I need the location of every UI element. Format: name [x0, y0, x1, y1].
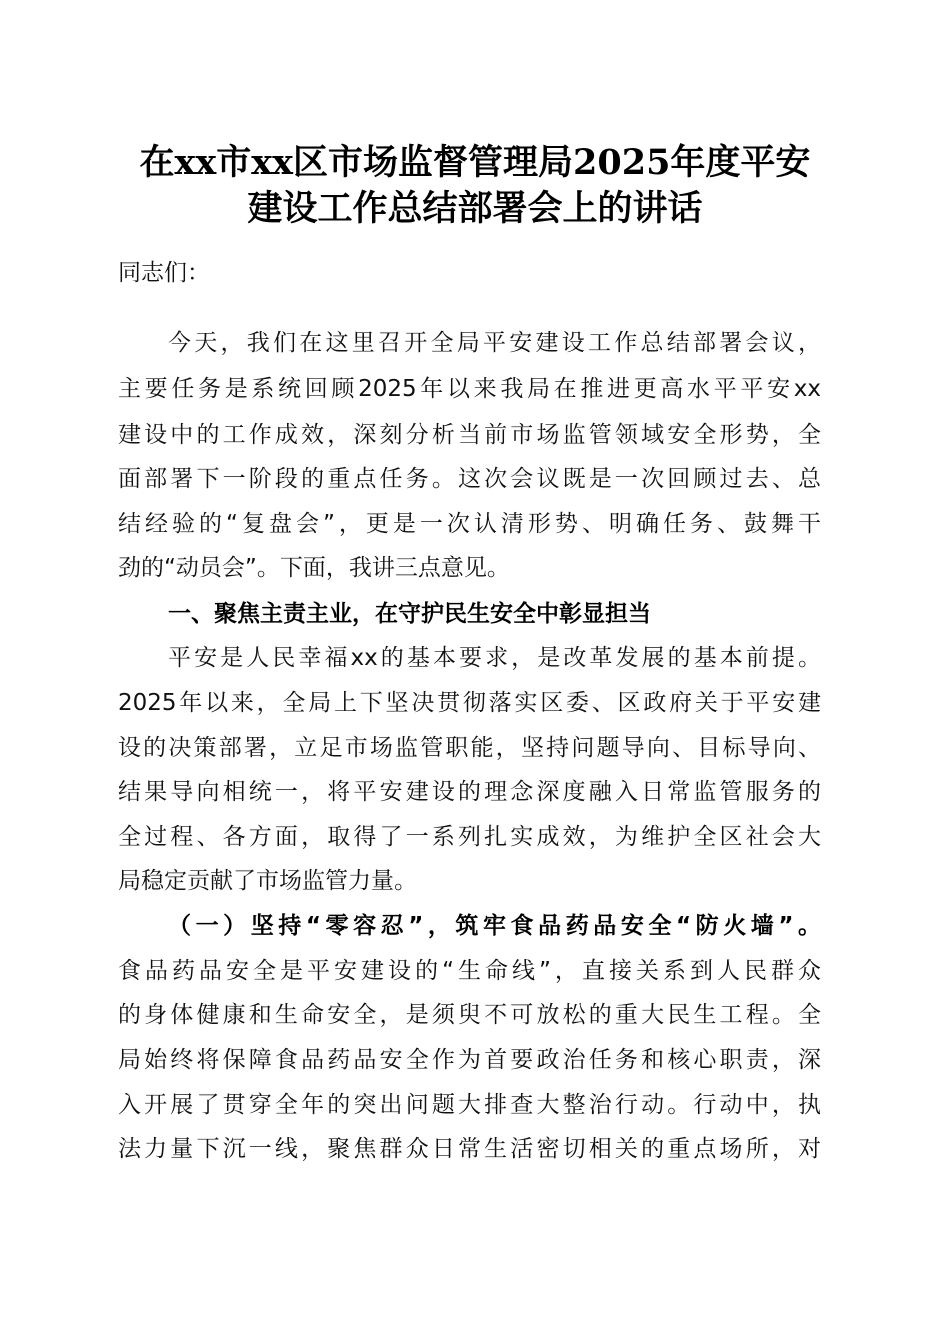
paragraph-line: 食品药品安全是平安建设的“生命线”，直接关系到人民群众 — [118, 958, 821, 984]
paragraph-line: 入开展了贯穿全年的突出问题大排查大整治行动。行动中，执 — [118, 1092, 821, 1118]
paragraph-line: 的身体健康和生命安全，是须臾不可放松的重大民生工程。全 — [118, 1002, 821, 1028]
paragraph-line: 结果导向相统一，将平安建设的理念深度融入日常监管服务的 — [118, 779, 821, 805]
paragraph-line: 结经验的“复盘会”，更是一次认清形势、明确任务、鼓舞干 — [118, 511, 821, 537]
paragraph-line: 主要任务是系统回顾2025年以来我局在推进更高水平平安xx — [118, 376, 821, 402]
document-title-line-1: 在xx市xx区市场监督管理局2025年度平安 — [139, 142, 811, 183]
paragraph-line: 局稳定贡献了市场监管力量。 — [118, 868, 417, 894]
paragraph-line: 2025年以来，全局上下坚决贯彻落实区委、区政府关于平安建 — [118, 690, 821, 716]
paragraph-line: 全过程、各方面，取得了一系列扎实成效，为维护全区社会大 — [118, 824, 821, 850]
paragraph-line: 设的决策部署，立足市场监管职能，坚持问题导向、目标导向、 — [118, 735, 821, 761]
paragraph-line: 建设中的工作成效，深刻分析当前市场监管领域安全形势，全 — [118, 422, 821, 448]
document-title-line-2: 建设工作总结部署会上的讲话 — [247, 188, 703, 229]
paragraph-line: 平安是人民幸福xx的基本要求，是改革发展的基本前提。 — [168, 645, 821, 671]
subsection-heading: （一）坚持“零容忍”，筑牢食品药品安全“防火墙”。 — [168, 913, 821, 939]
section-heading: 一、聚焦主责主业，在守护民生安全中彰显担当 — [168, 601, 651, 627]
paragraph-line: 法力量下沉一线，聚焦群众日常生活密切相关的重点场所，对 — [118, 1136, 821, 1162]
salutation: 同志们： — [118, 260, 210, 286]
paragraph-line: 面部署下一阶段的重点任务。这次会议既是一次回顾过去、总 — [118, 466, 821, 492]
paragraph-line: 局始终将保障食品药品安全作为首要政治任务和核心职责，深 — [118, 1047, 821, 1073]
paragraph-line: 劲的“动员会”。下面，我讲三点意见。 — [118, 555, 510, 581]
paragraph-line: 今天，我们在这里召开全局平安建设工作总结部署会议， — [168, 330, 821, 356]
